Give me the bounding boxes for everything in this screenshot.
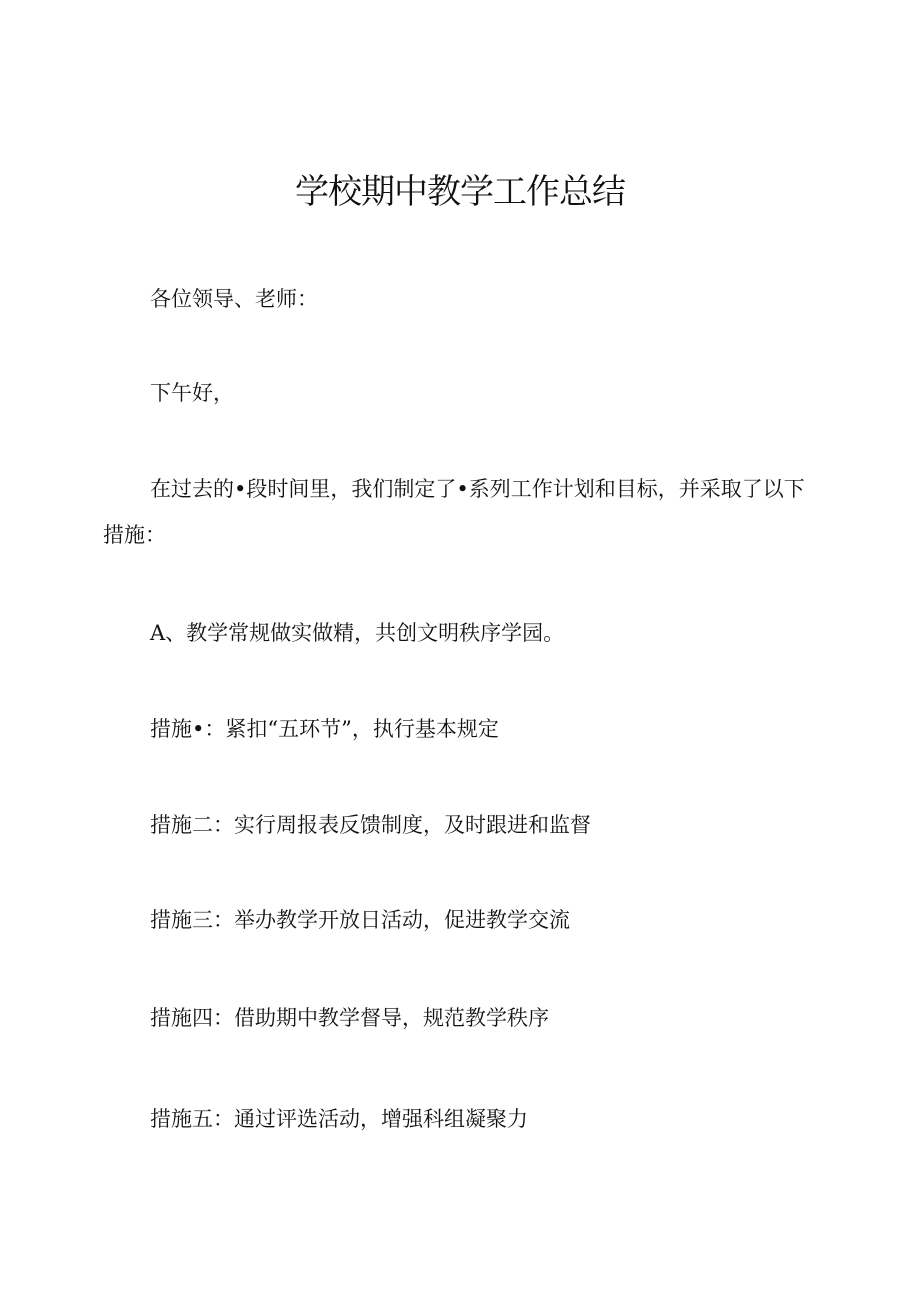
greeting: 下午好， <box>150 381 234 405</box>
section-a-heading: A、教学常规做实做精，共创文明秩序学园。 <box>150 621 565 645</box>
measure-4: 措施四：借助期中教学督导，规范教学秩序 <box>150 1006 549 1030</box>
measure-3: 措施三：举办教学开放日活动，促进教学交流 <box>150 908 570 932</box>
salutation: 各位领导、老师： <box>150 287 318 311</box>
measure-1: 措施•：紧扣“五环节”，执行基本规定 <box>150 717 499 741</box>
document-title: 学校期中教学工作总结 <box>295 172 625 212</box>
measure-5: 措施五：通过评选活动，增强科组凝聚力 <box>150 1107 528 1131</box>
intro-paragraph: 在过去的•段时间里，我们制定了•系列工作计划和目标，并采取了以下措施： <box>103 477 805 547</box>
measure-2: 措施二：实行周报表反馈制度，及时跟进和监督 <box>150 813 591 837</box>
